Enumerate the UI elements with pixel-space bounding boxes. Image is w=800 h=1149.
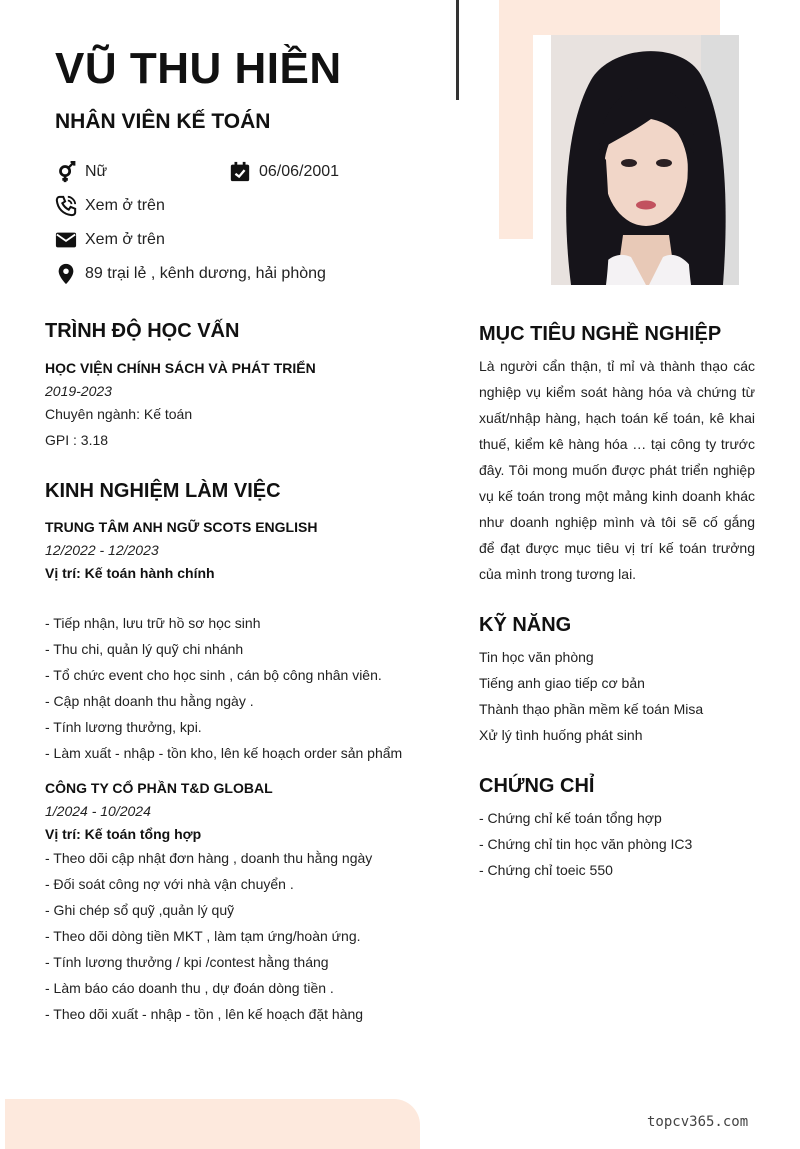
list-item: - Tổ chức event cho học sinh , cán bộ công nhân viên. — [45, 667, 382, 683]
mail-icon — [55, 229, 77, 251]
objective-section — [479, 321, 759, 587]
contact-birthday — [229, 160, 339, 184]
job-position: Vị trí: Kế toán hành chính — [45, 565, 215, 581]
list-item: Tin học văn phòng — [479, 649, 594, 665]
list-item: Tiếng anh giao tiếp cơ bản — [479, 675, 645, 691]
experience-title: KINH NGHIỆM LÀM VIỆC — [45, 480, 281, 502]
education-title: TRÌNH ĐỘ HỌC VẤN — [45, 320, 240, 342]
job-period: 12/2022 - 12/2023 — [45, 542, 159, 558]
list-item: - Tính lương thưởng / kpi /contest hằng tháng — [45, 954, 329, 970]
contact-email — [55, 228, 165, 252]
certificates-title: CHỨNG CHỈ — [479, 775, 595, 797]
candidate-name: VŨ THU HIỀN — [55, 44, 342, 93]
list-item: - Theo dõi cập nhật đơn hàng , doanh thu hằng ngày — [45, 850, 373, 866]
contact-phone — [55, 194, 165, 218]
list-item: - Làm xuất - nhập - tồn kho, lên kế hoạch order sản phẩm — [45, 745, 403, 761]
list-item: - Cập nhật doanh thu hằng ngày . — [45, 693, 254, 709]
list-item: - Theo dõi xuất - nhập - tồn , lên kế hoạch đặt hàng — [45, 1006, 364, 1022]
certificates-section — [479, 773, 759, 883]
gender-icon — [55, 161, 77, 183]
job-duties — [45, 845, 445, 1027]
education-section — [45, 318, 445, 453]
certificates-list — [479, 805, 759, 883]
phone-icon — [55, 195, 77, 217]
footer-decoration — [5, 1099, 420, 1149]
gender-text: Nữ — [85, 163, 108, 180]
watermark: topcv365.com — [647, 1114, 749, 1130]
list-item: Xử lý tình huống phát sinh — [479, 727, 643, 743]
profile-photo — [551, 35, 739, 285]
education-period: 2019-2023 — [45, 383, 112, 399]
list-item: - Ghi chép sổ quỹ ,quản lý quỹ — [45, 902, 235, 918]
experience-section — [45, 478, 445, 1027]
candidate-role: NHÂN VIÊN KẾ TOÁN — [55, 110, 271, 133]
objective-title: MỤC TIÊU NGHỀ NGHIỆP — [479, 323, 722, 345]
contact-gender — [55, 160, 107, 184]
education-school: HỌC VIỆN CHÍNH SÁCH VÀ PHÁT TRIỂN — [45, 360, 316, 376]
job-company: TRUNG TÂM ANH NGỮ SCOTS ENGLISH — [45, 519, 318, 535]
job-period: 1/2024 - 10/2024 — [45, 803, 151, 819]
list-item: - Làm báo cáo doanh thu , dự đoán dòng tiền . — [45, 980, 334, 996]
list-item: - Chứng chỉ tin học văn phòng IC3 — [479, 836, 693, 852]
calendar-icon — [229, 161, 251, 183]
skills-list — [479, 644, 759, 748]
skills-section — [479, 612, 759, 748]
contact-address — [55, 262, 326, 286]
list-item: - Đối soát công nợ với nhà vận chuyển . — [45, 876, 294, 892]
job-position: Vị trí: Kế toán tổng hợp — [45, 826, 202, 842]
job-company: CÔNG TY CỔ PHẦN T&D GLOBAL — [45, 780, 273, 796]
education-major: Chuyên ngành: Kế toán — [45, 406, 193, 422]
skills-title: KỸ NĂNG — [479, 614, 572, 636]
list-item: - Tiếp nhận, lưu trữ hồ sơ học sinh — [45, 615, 261, 631]
job-entry — [45, 517, 445, 766]
address-text: 89 trại lẻ , kênh dương, hải phòng — [85, 265, 326, 282]
list-item: - Chứng chỉ kế toán tổng hợp — [479, 810, 662, 826]
phone-text: Xem ở trên — [85, 197, 165, 214]
job-entry — [45, 778, 445, 1027]
email-text: Xem ở trên — [85, 231, 165, 248]
header-divider — [456, 0, 459, 100]
list-item: - Tính lương thưởng, kpi. — [45, 719, 202, 735]
list-item: - Chứng chỉ toeic 550 — [479, 862, 613, 878]
objective-text: Là người cẩn thận, tỉ mỉ và thành thạo các nghiệp vụ kiểm soát hàng hóa và chứng từ xuất/nhập hàng, hạch toán kế toán, kê khai thuế, kiểm kê hàng hóa … tại công ty trước đây. Tôi mong muốn được phát triển nghiệp vụ kế toán trong một mảng kinh doanh khác như doanh nghiệp mình và tôi sẽ cố gắng để đạt được mục tiêu vị trí kế toán trưởng của mình trong tương lai. — [479, 358, 755, 582]
list-item: Thành thạo phần mềm kế toán Misa — [479, 701, 704, 717]
birthday-text: 06/06/2001 — [259, 163, 340, 180]
list-item: - Thu chi, quản lý quỹ chi nhánh — [45, 641, 244, 657]
job-duties — [45, 610, 445, 766]
list-item: - Theo dõi dòng tiền MKT , làm tạm ứng/hoàn ứng. — [45, 928, 361, 944]
location-pin-icon — [55, 263, 77, 285]
education-gpa: GPI : 3.18 — [45, 432, 109, 448]
